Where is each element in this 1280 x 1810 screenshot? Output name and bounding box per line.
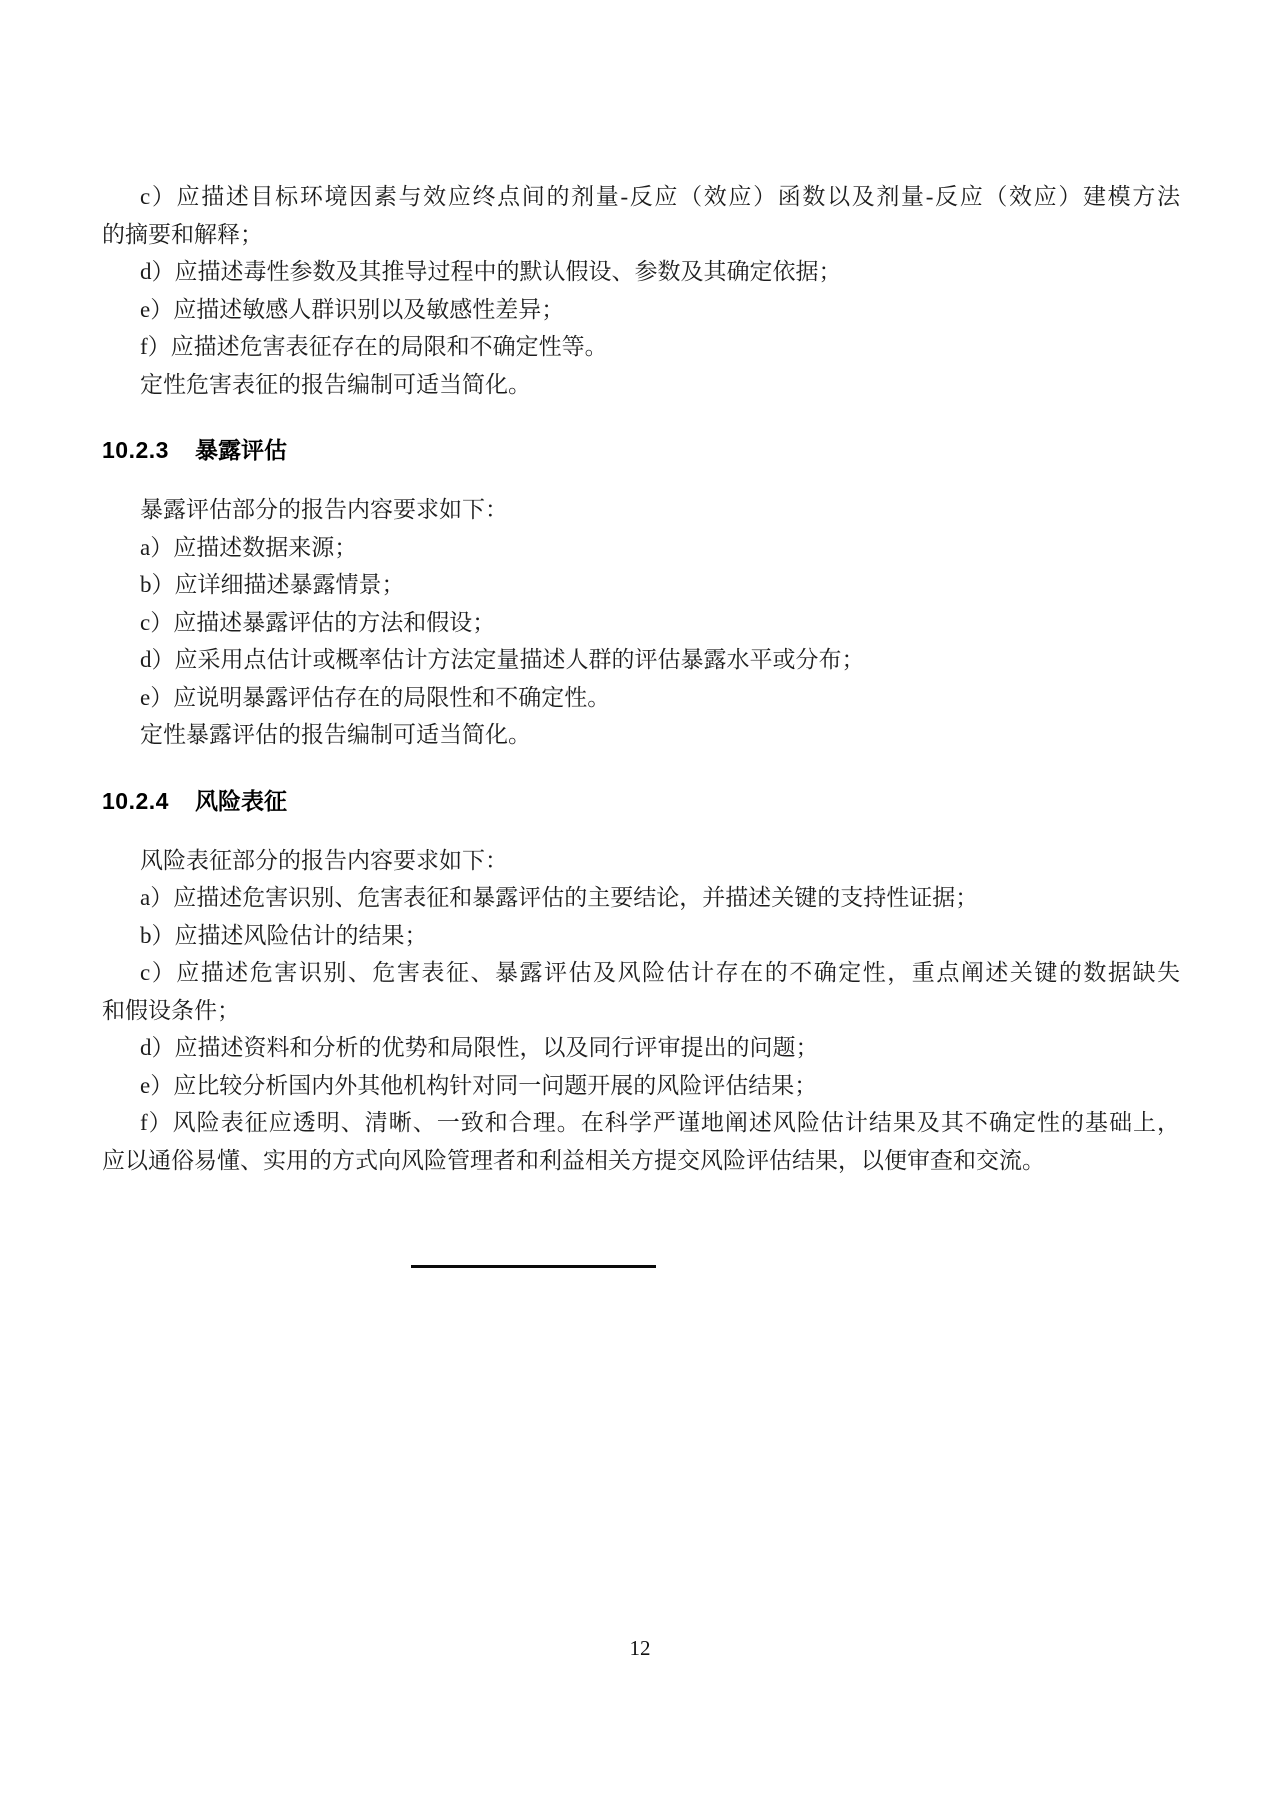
heading-title: 风险表征	[194, 787, 287, 814]
paragraph-line: c）应描述危害识别、危害表征、暴露评估及风险估计存在的不确定性，重点阐述关键的数据缺失	[140, 960, 1180, 985]
paragraph-line: f）风险表征应透明、清晰、一致和合理。在科学严谨地阐述风险估计结果及其不确定性的基础上，	[140, 1110, 1180, 1135]
paragraph	[102, 604, 1180, 642]
paragraph	[102, 1104, 1180, 1179]
section-divider	[411, 1265, 656, 1268]
paragraph-line: 应以通俗易懂、实用的方式向风险管理者和利益相关方提交风险评估结果，以便审查和交流。	[102, 1147, 1045, 1173]
paragraph	[102, 641, 1180, 679]
paragraph	[102, 178, 1180, 253]
section	[102, 786, 1180, 1180]
paragraph-line: d）应采用点估计或概率估计方法定量描述人群的评估暴露水平或分布；	[140, 647, 865, 672]
paragraph-line: c）应描述暴露评估的方法和假设；	[140, 609, 496, 635]
paragraph	[102, 1067, 1180, 1105]
paragraph-line: e）应说明暴露评估存在的局限性和不确定性。	[140, 684, 611, 710]
paragraph-line: 的摘要和解释；	[102, 221, 263, 247]
paragraph-line: 暴露评估部分的报告内容要求如下：	[140, 497, 508, 522]
paragraph-line: e）应比较分析国内外其他机构针对同一问题开展的风险评估结果；	[140, 1072, 818, 1098]
paragraph	[102, 716, 1180, 754]
paragraph	[102, 529, 1180, 567]
paragraph	[102, 491, 1180, 529]
paragraph-line: a）应描述数据来源；	[140, 534, 358, 560]
paragraph	[102, 366, 1180, 404]
paragraph	[102, 879, 1180, 917]
section-heading	[102, 435, 1180, 465]
paragraph	[102, 954, 1180, 1029]
paragraph	[102, 917, 1180, 955]
paragraph-line: 和假设条件；	[102, 997, 240, 1023]
heading-number: 10.2.3	[102, 437, 169, 463]
section-heading	[102, 786, 1180, 816]
paragraph-line: d）应描述资料和分析的优势和局限性，以及同行评审提出的问题；	[140, 1035, 819, 1060]
section	[102, 435, 1180, 754]
paragraph	[102, 328, 1180, 366]
paragraph	[102, 253, 1180, 291]
paragraph	[102, 679, 1180, 717]
paragraph-line: b）应详细描述暴露情景；	[140, 572, 405, 597]
paragraph-line: 定性危害表征的报告编制可适当简化。	[140, 371, 531, 397]
section	[102, 178, 1180, 403]
paragraph-line: 定性暴露评估的报告编制可适当简化。	[140, 722, 531, 747]
paragraph-line: c）应描述目标环境因素与效应终点间的剂量-反应（效应）函数以及剂量-反应（效应）建模方法	[140, 184, 1180, 209]
paragraph	[102, 842, 1180, 880]
paragraph-line: a）应描述危害识别、危害表征和暴露评估的主要结论，并描述关键的支持性证据；	[140, 885, 979, 910]
paragraph	[102, 566, 1180, 604]
paragraph-line: b）应描述风险估计的结果；	[140, 922, 428, 948]
paragraph-line: e）应描述敏感人群识别以及敏感性差异；	[140, 296, 565, 322]
paragraph-line: f）应描述危害表征存在的局限和不确定性等。	[140, 334, 608, 359]
heading-title: 暴露评估	[194, 437, 287, 463]
paragraph-line: 风险表征部分的报告内容要求如下：	[140, 847, 508, 873]
paragraph	[102, 1029, 1180, 1067]
paragraph-line: d）应描述毒性参数及其推导过程中的默认假设、参数及其确定依据；	[140, 259, 842, 284]
page-number: 12	[629, 1636, 651, 1660]
heading-number: 10.2.4	[102, 787, 169, 814]
paragraph	[102, 291, 1180, 329]
